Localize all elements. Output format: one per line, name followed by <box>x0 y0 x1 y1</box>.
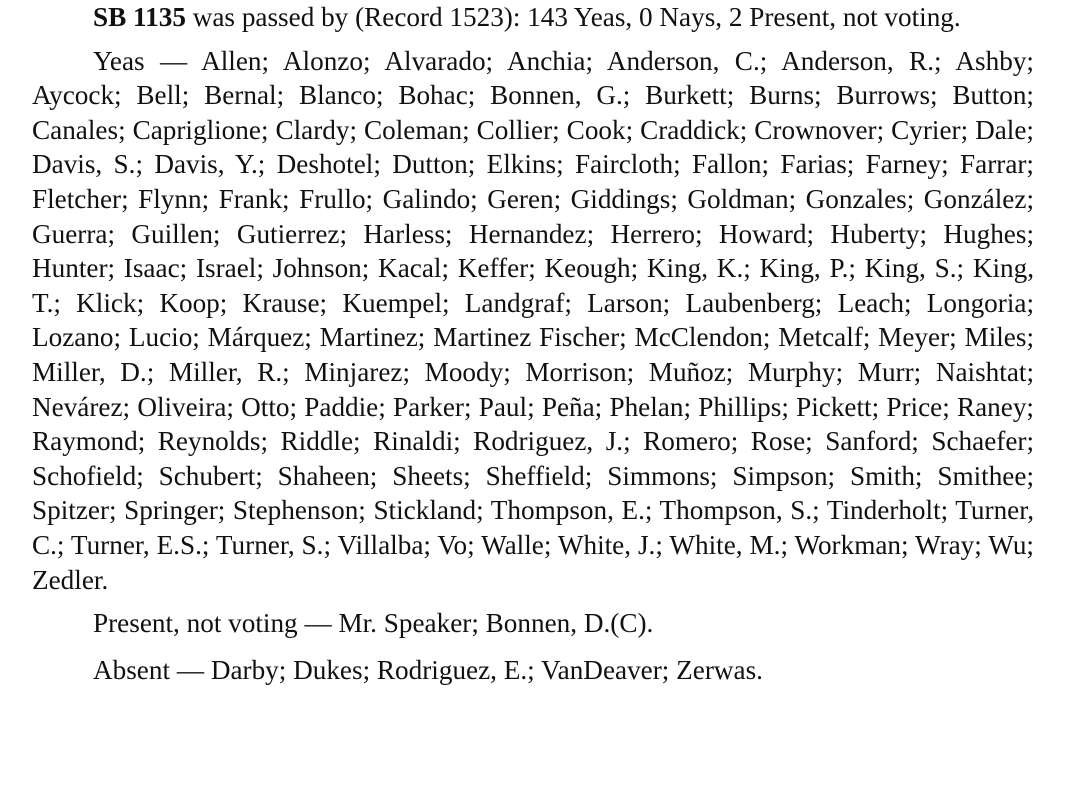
bill-id: SB 1135 <box>93 2 186 32</box>
yeas-label: Yeas — <box>93 45 202 76</box>
present-not-voting-label: Present, not voting — <box>93 608 339 639</box>
yeas-names: Allen; Alonzo; Alvarado; Anchia; Anderson, C.; Anderson, R.; Ashby; Aycock; Bell; Bernal; Blanco; Bohac; Bonnen, G.; Burkett; Burns; Burrows; Button; Canales; Capriglione; Clardy; Coleman; Collier; Cook; Craddick; Crownover; Cyrier; Dale; Davis, S.; Davis, Y.; Deshotel; Dutton; Elkins; Faircloth; Fallon; Farias; Farney; Farrar; Fletcher; Flynn; Frank; Frullo; Galindo; Geren; Giddings; Goldman; Gonzales; González; Guerra; Guillen; Gutierrez; Harless; Hernandez; Herrero; Howard; Huberty; Hughes; Hunter; Isaac; Israel; Johnson; Kacal; Keffer; Keough; King, K.; King, P.; King, S.; King, T.; Klick; Koop; Krause; Kuempel; Landgraf; Larson; Laubenberg; Leach; Longoria; Lozano; Lucio; Márquez; Martinez; Martinez Fischer; McClendon; Metcalf; Meyer; Miles; Miller, D.; Miller, R.; Minjarez; Moody; Morrison; Muñoz; Murphy; Murr; Naishtat; Nevárez; Oliveira; Otto; Paddie; Parker; Paul; Peña; Phelan; Phillips; Pickett; Price; Raney; Raymond; Reynolds; Riddle; Rinaldi; Rodriguez, J.; Romero; Rose; Sanford; Schaefer; Schofield; Schubert; Shaheen; Sheets; Sheffield; Simmons; Simpson; Smith; Smithee; Spitzer; Springer; Stephenson; Stickland; Thompson, E.; Thompson, S.; Tinderholt; Turner, C.; Turner, E.S.; Turner, S.; Villalba; Vo; Walle; White, J.; White, M.; Workman; Wray; Wu; Zedler. <box>32 45 1034 595</box>
yeas-paragraph <box>32 44 1034 598</box>
absent-paragraph <box>32 653 1034 688</box>
absent-names: Darby; Dukes; Rodriguez, E.; VanDeaver; Zerwas. <box>210 654 763 685</box>
present-not-voting-names: Mr. Speaker; Bonnen, D.(C). <box>338 608 654 639</box>
vote-result-paragraph <box>32 0 1034 35</box>
vote-result-text: was passed by (Record 1523): 143 Yeas, 0 Nays, 2 Present, not voting. <box>185 2 961 32</box>
absent-label: Absent — <box>93 654 211 685</box>
present-not-voting-paragraph <box>32 606 1034 641</box>
journal-page <box>32 0 1034 687</box>
